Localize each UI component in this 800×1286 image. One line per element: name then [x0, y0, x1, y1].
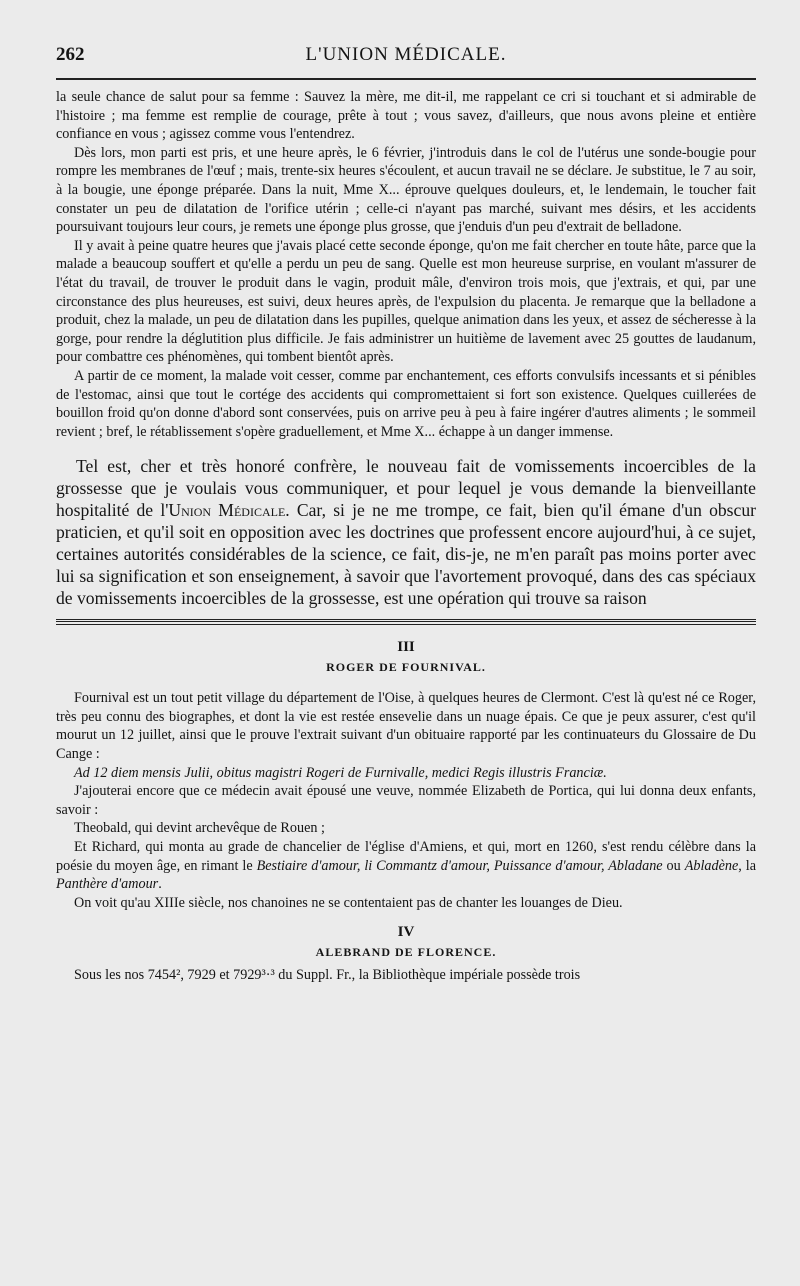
latin-quote: Ad 12 diem mensis Julii, obitus magistri Rogeri de Furnivalle, medici Regis illustris Franciæ.: [74, 764, 607, 781]
text-span: ou: [662, 857, 685, 874]
paragraph: [56, 455, 756, 609]
section-number: IV: [397, 924, 415, 941]
paragraph: J'ajouterai encore que ce médecin avait épousé une veuve, nommée Elizabeth de Portica, qui lui donna deux enfants, savoir :: [56, 783, 756, 818]
text-span: .: [158, 876, 162, 893]
section-iv-text: [56, 966, 756, 985]
work-titles: Bestiaire d'amour, li Commantz d'amour, Puissance d'amour, Abladane: [256, 857, 663, 874]
page-number: 262: [56, 44, 85, 65]
document-page: [56, 36, 756, 985]
section-title: ALEBRAND DE FLORENCE.: [315, 945, 497, 960]
letter-conclusion: [56, 455, 756, 609]
section-number: III: [397, 639, 415, 656]
work-title: Abladène: [684, 857, 739, 874]
paragraph: A partir de ce moment, la malade voit cesser, comme par enchantement, ces efforts convulsifs incessants et si pénibles de l'estomac, ainsi que tout le cortége des accidents qui compromettaient si fort son existence. Quelques cuillerées de bouillon froid qu'on donne d'abord sont conservées, puis on arrive peu à peu à faire ingérer d'autres aliments ; le sommeil revient ; bref, le rétablissement s'opère graduellement, et Mme X... échappe à un danger immense.: [56, 367, 756, 440]
work-title: Panthère d'amour: [56, 876, 159, 893]
paragraph: Fournival est un tout petit village du département de l'Oise, à quelques heures de Clermont. C'est là qu'est né ce Roger, très peu connu des biographes, et dont la vie est restée ensevelie dans un nuage épais. Ce que je peux assurer, c'est qu'il mourut un 12 juillet, ainsi que le prouve l'extrait suivant d'un obituaire rapporté par les continuateurs du Glossaire de Du Cange :: [56, 690, 756, 763]
text-span: , la: [738, 857, 756, 874]
text-span: Tel est, cher et très honoré confrère, le nouveau fait de vomissements incoercibles de la grossesse que je voulais vous communiquer, et pour lequel je vous demande la bienveillante hospitalité de l': [56, 456, 756, 521]
journal-name: Union Médicale: [168, 500, 286, 521]
section-iii-text: [56, 689, 756, 912]
text-span: Et Richard, qui monta au grade de chancelier de l'église d'Amiens, et qui, mort en 1260, s'est rendu célèbre dans la poésie du moyen âge, en rimant le: [56, 839, 756, 874]
paragraph: On voit qu'au XIIIe siècle, nos chanoines ne se contentaient pas de chanter les louanges de Dieu.: [74, 894, 623, 911]
section-divider: [56, 619, 756, 625]
paragraph: Theobald, qui devint archevêque de Rouen ;: [74, 820, 325, 837]
section-title: ROGER DE FOURNIVAL.: [326, 660, 486, 675]
case-report-text: [56, 88, 756, 441]
page-header: [56, 36, 756, 76]
text-span: . Car, si je ne me trompe, ce fait, bien qu'il émane d'un obscur praticien, et qu'il soit en opposition avec les doctrines que professent encore aujourd'hui, à ce sujet, certaines autorités considérables de la science, ce fait, dis-je, ne m'en paraît pas moins porter avec lui sa signification et son enseignement, à savoir que l'avortement provoqué, dans des cas spéciaux de vomissements incoercibles de la grossesse, est une opération qui trouve sa raison: [56, 500, 756, 609]
header-rule: [56, 78, 756, 80]
paragraph: Il y avait à peine quatre heures que j'avais placé cette seconde éponge, qu'on me fait chercher en toute hâte, parce que la malade a beaucoup souffert et qu'elle a perdu un peu de sang. Quelle est mon heureuse surprise, en voulant m'assurer de l'état du travail, de trouver le produit dans le vagin, produit mâle, d'environ trois mois, que j'extrais, et qui, par une circonstance des plus heureuses, est suivi, deux heures après, de l'expulsion du placenta. Je remarque que la belladone a produit, chez la malade, un peu de dilatation dans les pupilles, quelque animation dans les yeux, et assez de sécheresse à la gorge, pour rendre la déglutition plus difficile. Je fais administrer un huitième de lavement avec 25 gouttes de laudanum, pour combattre ces phénomènes, qui tombent bientôt après.: [56, 237, 756, 366]
paragraph: la seule chance de salut pour sa femme : Sauvez la mère, me dit-il, me rappelant ce cri si touchant et si admirable de l'histoire ; ma femme est remplie de courage, prête à tout ; vous savez, d'ailleurs, que nous avons pleine et entière confiance en vous ; agissez comme vous l'entendrez.: [56, 89, 756, 143]
paragraph: [56, 838, 756, 894]
paragraph: Sous les nos 7454², 7929 et 7929³·³ du Suppl. Fr., la Bibliothèque impériale possède trois: [74, 967, 581, 984]
paragraph: Dès lors, mon parti est pris, et une heure après, le 6 février, j'introduis dans le col de l'utérus une sonde-bougie pour rompre les membranes de l'œuf ; mais, trente-six heures s'écoulent, et aucun travail ne se déclare. Je substitue, le 7 au soir, à la bougie, une éponge préparée. Dans la nuit, Mme X... éprouve quelques douleurs, et, le lendemain, le toucher fait constater un peu de dilatation de l'orifice utérin ; celle-ci n'ayant pas marché, suivant mes désirs, et les accidents poursuivant toujours leur cours, je remets une éponge plus grosse, que j'enduis d'un peu d'extrait de belladone.: [56, 144, 756, 236]
running-title: L'UNION MÉDICALE.: [305, 44, 507, 65]
